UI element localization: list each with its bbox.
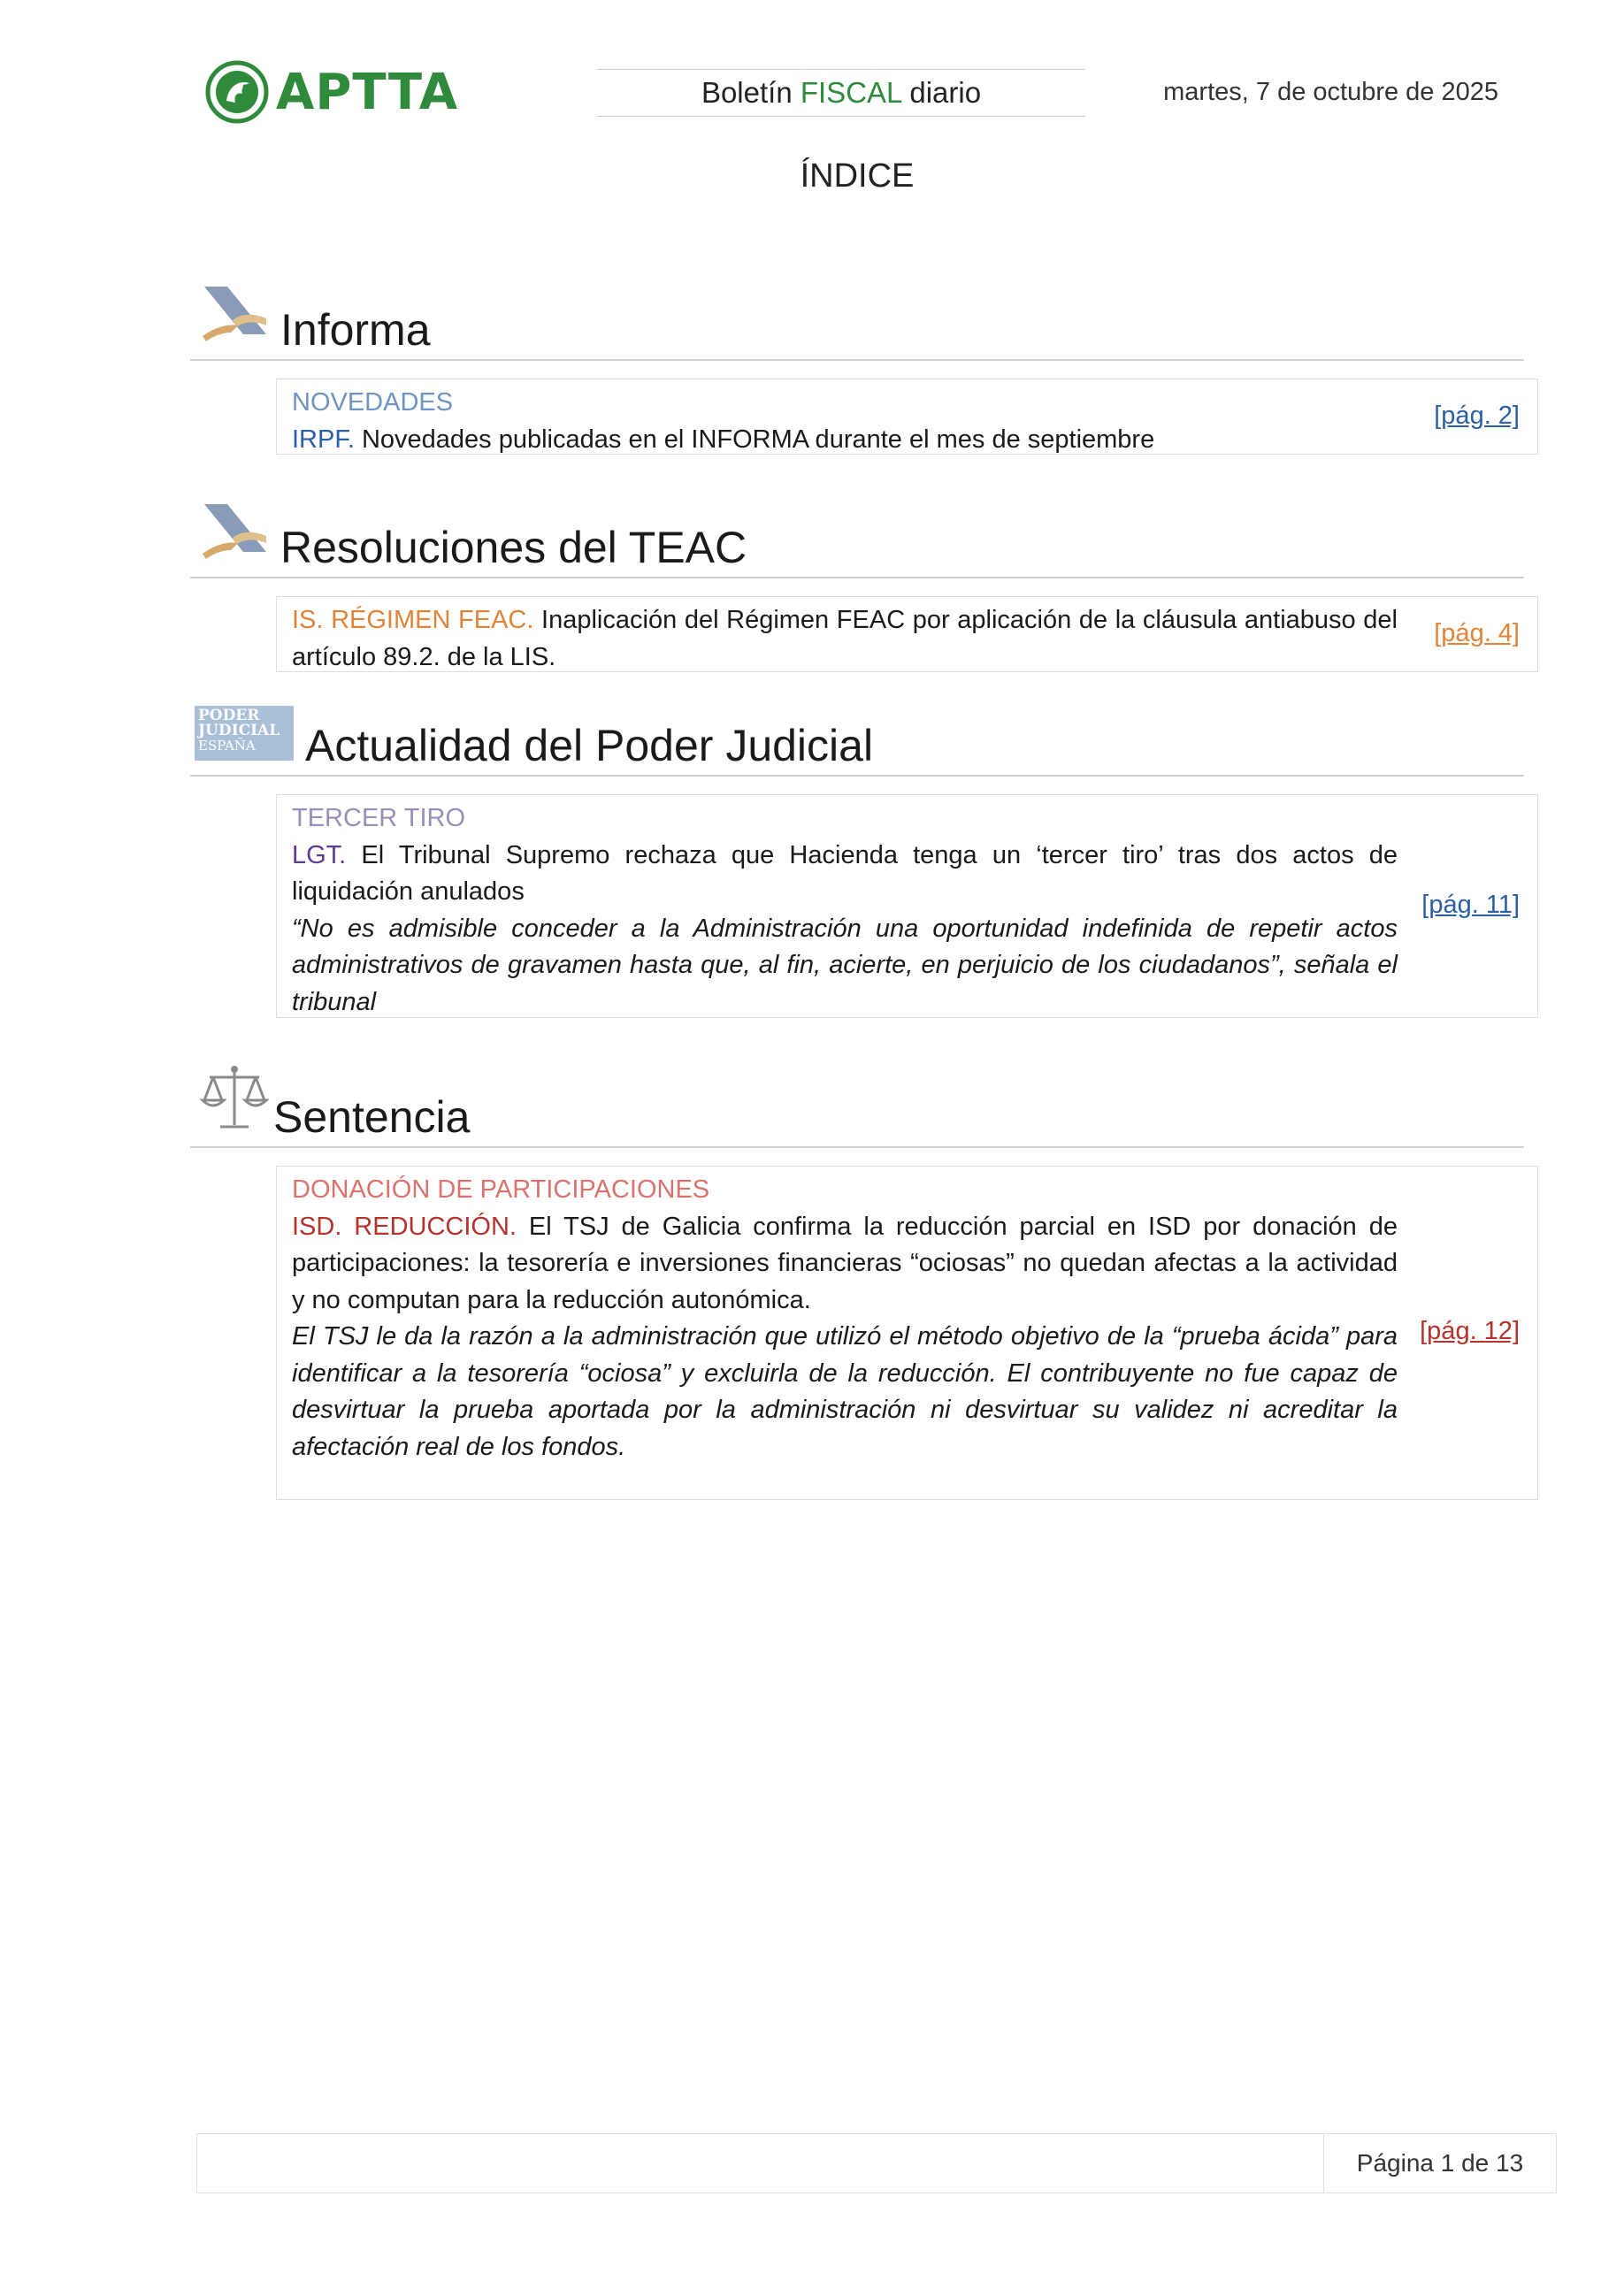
index-entry-sentencia — [276, 1166, 1538, 1500]
section-title: Sentencia — [273, 1092, 471, 1142]
aeat-icon — [197, 278, 272, 348]
entry-tag: LGT. — [292, 840, 347, 869]
entry-text — [292, 800, 1398, 1021]
section-teac-header — [190, 494, 1524, 578]
page-link-judicial[interactable]: [pág. 11] — [1421, 891, 1520, 919]
aeat-icon — [197, 495, 272, 566]
entry-description: El Tribunal Supremo rechaza que Hacienda tenga un ‘tercer tiro’ tras dos actos de liquidación anulados — [292, 840, 1398, 906]
page-link-sentencia[interactable]: [pág. 12] — [1420, 1317, 1520, 1345]
entry-text — [292, 602, 1398, 676]
entry-text — [292, 1172, 1398, 1466]
icon-line: ESPAÑA — [198, 738, 256, 754]
entry-text — [292, 385, 1398, 458]
entry-description: Novedades publicadas en el INFORMA durante el mes de septiembre — [354, 425, 1155, 454]
entry-description: El TSJ de Galicia confirma la reducción parcial en ISD por donación de participaciones: la tesorería e inversiones financieras “ociosas” no quedan afectas a la actividad y no computan para la reducción autonómica. — [292, 1212, 1398, 1314]
entry-kicker: TERCER TIRO — [292, 804, 466, 832]
icon-line: JUDICIAL — [198, 722, 280, 739]
section-title: Resoluciones del TEAC — [280, 523, 747, 572]
icon-line: PODER — [198, 707, 260, 724]
page-number: Página 1 de 13 — [1323, 2134, 1556, 2193]
entry-quote: “No es admisible conceder a la Administración una oportunidad indefinida de repetir actos administrativos de gravamen hasta que, al fin, acierte, en perjuicio de los ciudadanos”, señala el tribunal — [292, 914, 1398, 1016]
entry-quote: El TSJ le da la razón a la administración que utilizó el método objetivo de la “prueba ácida” para identificar a la tesorería “ociosa” y excluirla de la reducción. El contribuyente no fue capaz de desvirtuar la prueba aportada por la administración ni desvirtuar su validez ni acreditar la afectación real de los fondos. — [292, 1322, 1398, 1461]
entry-kicker: NOVEDADES — [292, 388, 454, 417]
aptta-logo-icon — [205, 60, 269, 124]
index-entry-informa — [276, 379, 1538, 455]
page-footer — [196, 2133, 1557, 2193]
poder-judicial-icon — [195, 706, 294, 761]
page-link-informa[interactable]: [pág. 2] — [1434, 402, 1520, 430]
scales-icon — [197, 1063, 272, 1134]
entry-kicker: DONACIÓN DE PARTICIPACIONES — [292, 1175, 710, 1204]
entry-tag: IS. RÉGIMEN FEAC. — [292, 606, 534, 634]
page-link-teac[interactable]: [pág. 4] — [1434, 619, 1520, 647]
aptta-logo — [205, 60, 458, 124]
entry-tag: IRPF. — [292, 425, 355, 454]
entry-description: Inaplicación del Régimen FEAC por aplicación de la cláusula antiabuso del artículo 89.2. de la LIS. — [292, 606, 1398, 671]
bulletin-title — [597, 69, 1085, 117]
section-informa-header — [190, 276, 1524, 361]
bulletin-date: martes, 7 de octubre de 2025 — [1163, 78, 1498, 106]
section-title: Informa — [280, 305, 431, 355]
index-title: ÍNDICE — [800, 157, 915, 195]
bulletin-prefix: Boletín — [701, 76, 801, 109]
index-entry-teac — [276, 596, 1538, 672]
section-title: Actualidad del Poder Judicial — [305, 721, 874, 770]
entry-tag: ISD. REDUCCIÓN. — [292, 1212, 517, 1241]
section-judicial-header — [190, 692, 1524, 777]
bulletin-highlight: FISCAL — [800, 76, 902, 109]
section-sentencia-header — [190, 1063, 1524, 1148]
index-entry-judicial — [276, 794, 1538, 1018]
bulletin-suffix: diario — [901, 76, 982, 109]
logo-text: APTTA — [276, 63, 459, 121]
